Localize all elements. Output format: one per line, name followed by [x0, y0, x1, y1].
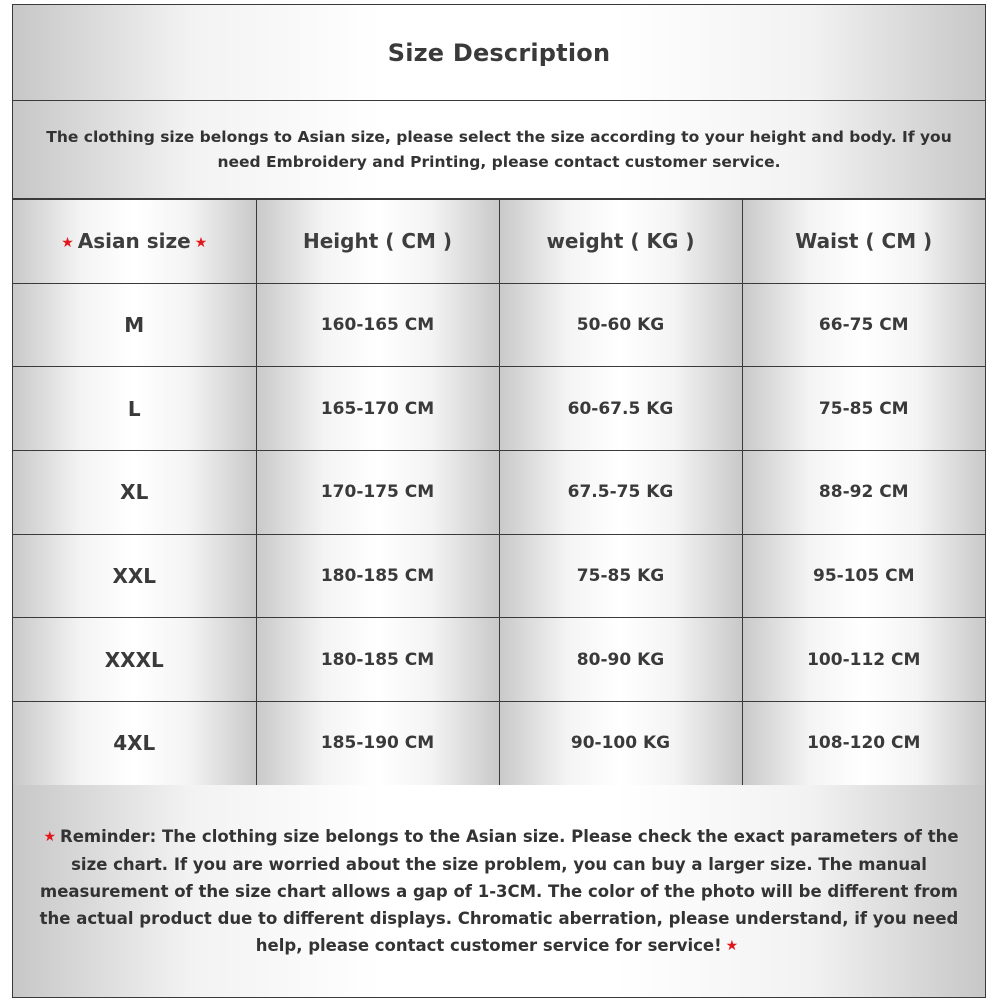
cell-height: 180-185 CM	[256, 534, 499, 618]
cell-size: XL	[13, 451, 256, 535]
star-icon: ★	[43, 828, 56, 845]
header-weight: weight ( KG )	[499, 200, 742, 284]
size-chart-sheet	[12, 4, 986, 998]
cell-size: M	[13, 283, 256, 367]
cell-height: 160-165 CM	[256, 283, 499, 367]
cell-weight: 75-85 KG	[499, 534, 742, 618]
cell-weight: 67.5-75 KG	[499, 451, 742, 535]
cell-waist: 88-92 CM	[742, 451, 985, 535]
page-title: Size Description	[387, 38, 611, 67]
table-row	[13, 618, 985, 702]
table-row	[13, 367, 985, 451]
table-row	[13, 451, 985, 535]
intro-band	[13, 101, 985, 199]
reminder-body: Reminder: The clothing size belongs to the Asian size. Please check the exact parameters of the size chart. If you are worried about the size problem, you can buy a larger size. The manual measurement of the size chart allows a gap of 1-3CM. The color of the photo will be different from the actual product due to different displays. Chromatic aberration, please understand, if you need help, please contact customer service for service!	[39, 826, 959, 955]
cell-weight: 80-90 KG	[499, 618, 742, 702]
reminder-text	[23, 823, 975, 960]
title-band	[13, 5, 985, 101]
intro-text: The clothing size belongs to Asian size, please select the size according to your height and body. If you need Embroidery and Printing, please contact customer service.	[46, 127, 952, 171]
header-waist: Waist ( CM )	[742, 200, 985, 284]
cell-size: 4XL	[13, 702, 256, 786]
star-icon: ★	[61, 234, 74, 251]
cell-weight: 90-100 KG	[499, 702, 742, 786]
table-row	[13, 534, 985, 618]
table-row	[13, 702, 985, 786]
header-asian-size	[13, 200, 256, 284]
cell-size: XXL	[13, 534, 256, 618]
cell-waist: 100-112 CM	[742, 618, 985, 702]
cell-weight: 50-60 KG	[499, 283, 742, 367]
cell-height: 170-175 CM	[256, 451, 499, 535]
star-icon: ★	[725, 937, 739, 954]
reminder-band	[13, 785, 985, 997]
cell-height: 165-170 CM	[256, 367, 499, 451]
cell-size: L	[13, 367, 256, 451]
cell-waist: 66-75 CM	[742, 283, 985, 367]
header-height: Height ( CM )	[256, 200, 499, 284]
table-row	[13, 283, 985, 367]
cell-size: XXXL	[13, 618, 256, 702]
cell-waist: 75-85 CM	[742, 367, 985, 451]
cell-waist: 108-120 CM	[742, 702, 985, 786]
size-table	[13, 199, 985, 786]
star-icon: ★	[194, 234, 208, 251]
cell-height: 180-185 CM	[256, 618, 499, 702]
cell-weight: 60-67.5 KG	[499, 367, 742, 451]
cell-height: 185-190 CM	[256, 702, 499, 786]
cell-waist: 95-105 CM	[742, 534, 985, 618]
header-label: Asian size	[77, 229, 191, 254]
table-header-row	[13, 200, 985, 284]
